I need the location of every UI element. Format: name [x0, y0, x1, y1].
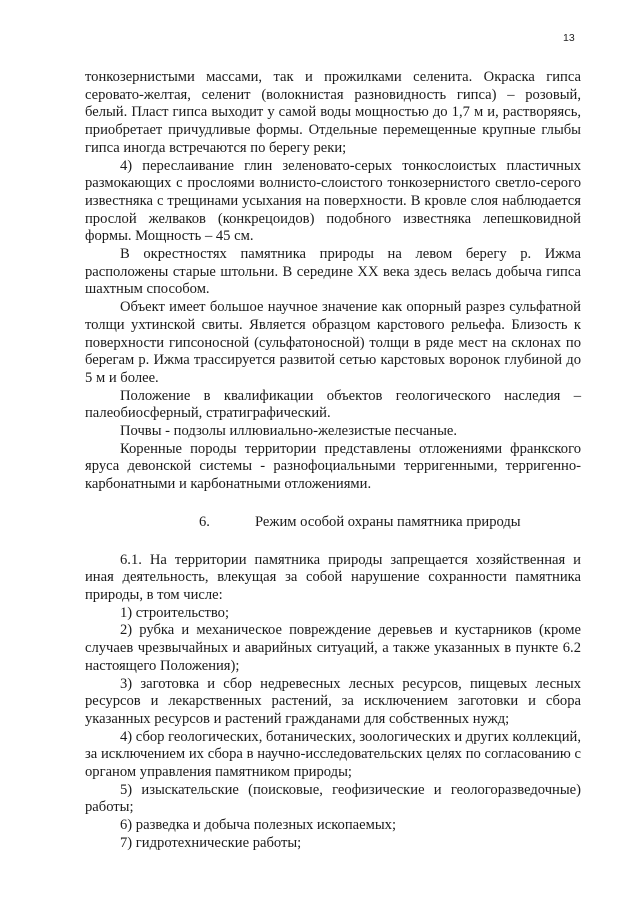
- list-item: 5) изыскательские (поисковые, геофизические и геологоразведочные) работы;: [85, 781, 581, 816]
- list-item: 6) разведка и добыча полезных ископаемых;: [120, 817, 396, 834]
- paragraph: В окрестностях памятника природы на левом берегу р. Ижма расположены старые штольни. В середине ХХ века здесь велась добыча гипса шахтным способом.: [85, 246, 581, 298]
- page-number: 13: [563, 32, 575, 44]
- section-intro: 6.1. На территории памятника природы запрещается хозяйственная и иная деятельность, влекущая за собой нарушение сохранности памятника природы, в том числе:: [85, 551, 581, 603]
- paragraph: Положение в квалификации объектов геологического наследия – палеобиосферный, стратиграфический.: [85, 387, 581, 422]
- document-body: [85, 69, 581, 853]
- list-item: 3) заготовка и сбор недревесных лесных ресурсов, пищевых лесных ресурсов и лекарственных растений, за исключением заготовки и сбора указанных ресурсов и растений гражданами для собственных нужд;: [85, 675, 581, 727]
- list-item: 2) рубка и механическое повреждение деревьев и кустарников (кроме случаев чрезвычайных и аварийных ситуаций, а также указанных в пункте 6.2 настоящего Положения);: [85, 622, 581, 674]
- paragraph: Коренные породы территории представлены отложениями франкского яруса девонской системы - разнофоциальными терригенными, терригенно-карбонатными и карбонатными отложениями.: [85, 440, 581, 493]
- list-item: 7) гидротехнические работы;: [120, 834, 302, 851]
- paragraph: 4) переслаивание глин зеленовато-серых тонкослоистых пластичных размокающих с прослоями волнисто-слоистого тонкозернистого светло-серого известняка с трещинами усыхания на поверхности. В кровле слоя наблюдается прослой желваков (конкрецоидов) подобного известняка лепешковидной формы. Мощность – 45 см.: [85, 157, 581, 245]
- paragraph: тонкозернистыми массами, так и прожилками селенита. Окраска гипса серовато-желтая, селенит (волокнистая разновидность гипса) – розовый, белый. Пласт гипса выходит у самой воды мощностью до 1,7 м и, растворяясь, приобретает причудливые формы. Отдельные перемещенные крупные глыбы гипса иногда встречаются по берегу реки;: [85, 69, 581, 156]
- section-heading: [85, 514, 581, 532]
- list-item: 4) сбор геологических, ботанических, зоологических и других коллекций, за исключением их сбора в научно-исследовательских целях по согласованию с органом управления памятником природы;: [85, 728, 582, 781]
- paragraph: Почвы - подзолы иллювиально-железистые песчаные.: [120, 423, 458, 440]
- list-item: 1) строительство;: [120, 604, 230, 621]
- paragraph: Объект имеет большое научное значение как опорный разрез сульфатной толщи ухтинской свиты. Является образцом карстового рельефа. Близость к поверхности гипсоносной (сульфатоносной) толщи в ряде мест на склонах по берегам р. Ижма трассируется развитой сетью карстовых воронок глубиной до 5 м и более.: [85, 299, 581, 386]
- section-title: Режим особой охраны памятника природы: [255, 513, 521, 530]
- section-number: 6.: [199, 513, 210, 530]
